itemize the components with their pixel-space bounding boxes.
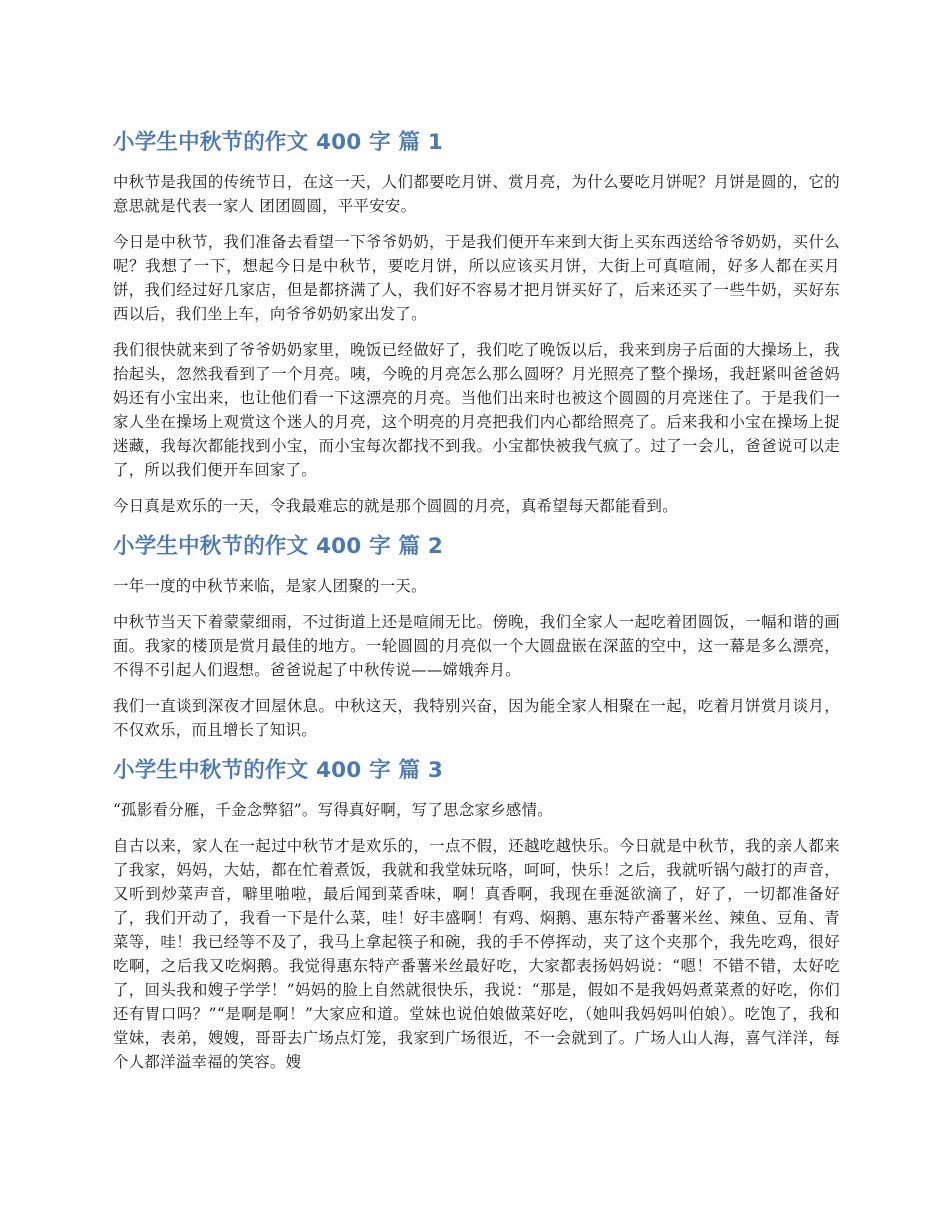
section-heading: 小学生中秋节的作文 400 字 篇 1: [113, 130, 444, 155]
paragraph: 我们一直谈到深夜才回屋休息。中秋这天，我特别兴奋，因为能全家人相聚在一起，吃着月饼赏月谈月，不仅欢乐，而且增长了知识。: [113, 697, 840, 739]
paragraph: 今日真是欢乐的一天，令我最难忘的就是那个圆圆的月亮，真希望每天都能看到。: [113, 497, 678, 515]
paragraph: 今日是中秋节，我们准备去看望一下爷爷奶奶，于是我们便开车来到大街上买东西送给爷爷奶奶，买什么呢？我想了一下，想起今日是中秋节，要吃月饼，所以应该买月饼，大街上可真喧闹，好多人都在买月饼，我们经过好几家店，但是都挤满了人，我们好不容易才把月饼买好了，后来还买了一些牛奶，买好东西以后，我们坐上车，向爷爷奶奶家出发了。: [113, 233, 840, 323]
section-heading: 小学生中秋节的作文 400 字 篇 3: [113, 758, 444, 783]
paragraph: 中秋节当天下着蒙蒙细雨，不过街道上还是喧闹无比。傍晚，我们全家人一起吃着团圆饭，一幅和谐的画面。我家的楼顶是赏月最佳的地方。一轮圆圆的月亮似一个大圆盘嵌在深蓝的空中，这一幕是多么漂亮，不得不引起人们遐想。爸爸说起了中秋传说——嫦娥奔月。: [113, 613, 840, 679]
essay-section-3: [113, 754, 840, 1074]
paragraph: 中秋节是我国的传统节日，在这一天，人们都要吃月饼、赏月亮，为什么要吃月饼呢？月饼是圆的，它的意思就是代表一家人 团团圆圆，平平安安。: [113, 173, 840, 215]
paragraph: “孤影看分雁，千金念弊貂”。写得真好啊，写了思念家乡感情。: [113, 801, 553, 819]
paragraph: 我们很快就来到了爷爷奶奶家里，晚饭已经做好了，我们吃了晚饭以后，我来到房子后面的大操场上，我抬起头，忽然我看到了一个月亮。咦，今晚的月亮怎么那么圆呀？月光照亮了整个操场，我赶紧叫爸爸妈妈还有小宝出来，也让他们看一下这漂亮的月亮。当他们出来时也被这个圆圆的月亮迷住了。于是我们一家人坐在操场上观赏这个迷人的月亮，这个明亮的月亮把我们内心都给照亮了。后来我和小宝在操场上捉迷藏，我每次都能找到小宝，而小宝每次都找不到我。小宝都快被我气疯了。过了一会儿，爸爸说可以走了，所以我们便开车回家了。: [113, 341, 840, 479]
section-heading: 小学生中秋节的作文 400 字 篇 2: [113, 534, 444, 559]
paragraph: 自古以来，家人在一起过中秋节才是欢乐的，一点不假，还越吃越快乐。今日就是中秋节，我的亲人都来了我家，妈妈，大姑，都在忙着煮饭，我就和我堂妹玩咯，呵呵，快乐！之后，我就听锅勺敲打的声音，又听到炒菜声音，噼里啪啦，最后闻到菜香味，啊！真香啊，我现在垂涎欲滴了，好了，一切都准备好了，我们开动了，我看一下是什么菜，哇！好丰盛啊！有鸡、焖鹅、惠东特产番薯米丝、辣鱼、豆角、青菜等，哇！我已经等不及了，我马上拿起筷子和碗，我的手不停挥动，夹了这个夹那个，我先吃鸡，很好吃啊，之后我又吃焖鹅。我觉得惠东特产番薯米丝最好吃，大家都表扬妈妈说：“嗯！不错不错，太好吃了，回头我和嫂子学学！”妈妈的脸上自然就很快乐，我说：“那是，假如不是我妈妈煮菜煮的好吃，你们还有胃口吗？”“是啊是啊！”大家应和道。堂妹也说伯娘做菜好吃，（她叫我妈妈叫伯娘）。吃饱了，我和堂妹，表弟，嫂嫂，哥哥去广场点灯笼，我家到广场很近，不一会就到了。广场人山人海，喜气洋洋，每个人都洋溢幸福的笑容。嫂: [113, 837, 840, 1071]
document-page: [113, 126, 840, 1086]
essay-section-2: [113, 530, 840, 742]
paragraph: 一年一度的中秋节来临，是家人团聚的一天。: [113, 577, 427, 595]
essay-section-1: [113, 126, 840, 518]
